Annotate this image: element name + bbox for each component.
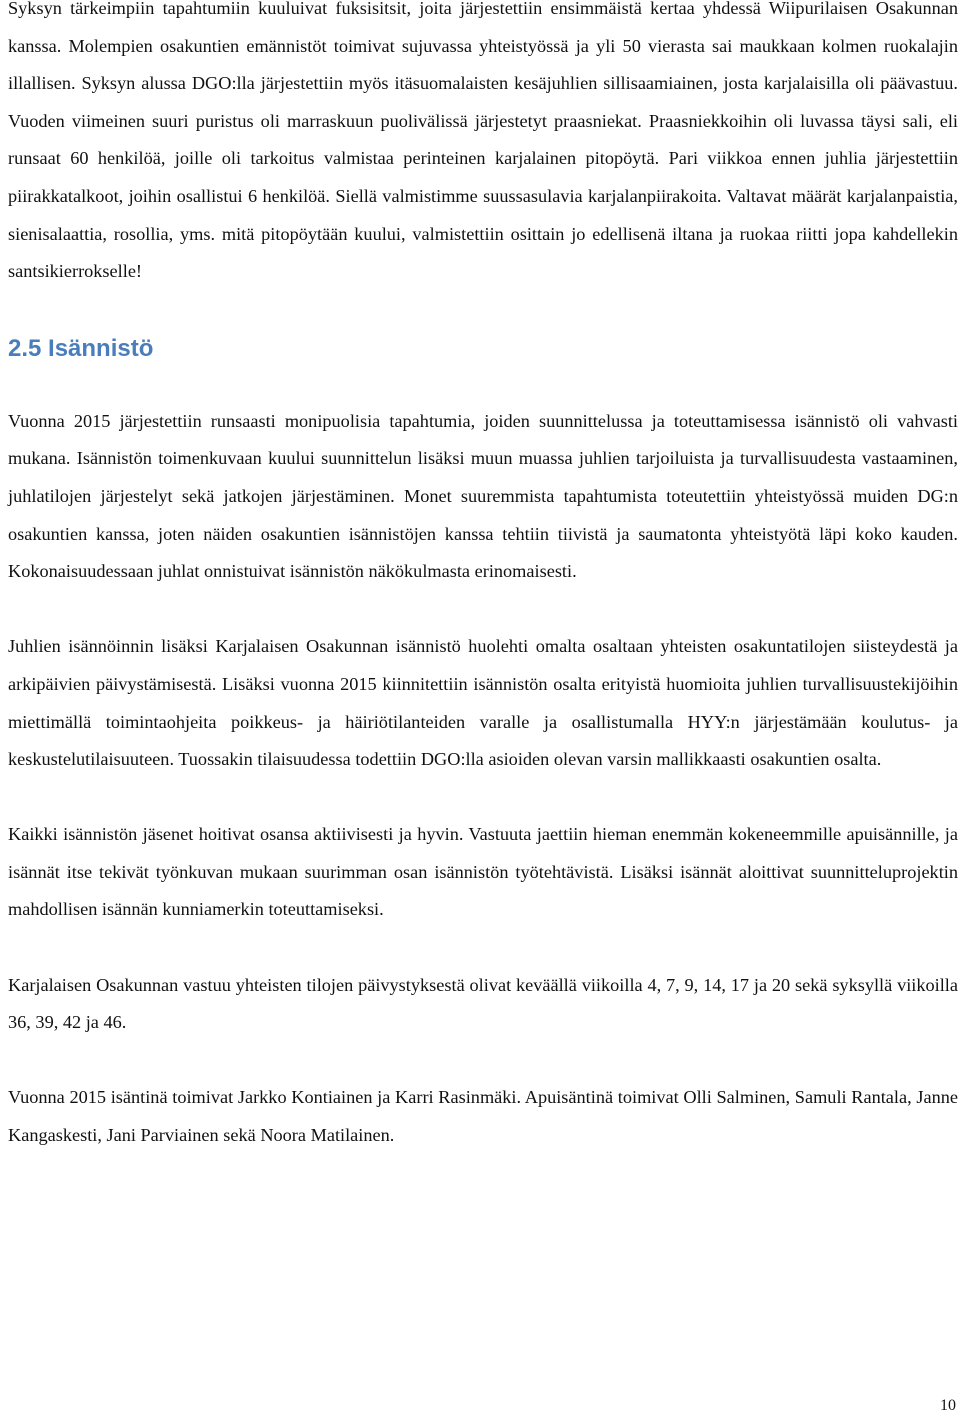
paragraph-jasenet: Kaikki isännistön jäsenet hoitivat osansa aktiivisesti ja hyvin. Vastuuta jaettiin hieman enemmän kokeneemmille apuisännille, ja isännät itse tekivät työnkuvan mukaan suurimman osan isännistön työtehtävistä. Lisäksi isännät aloittivat suunnitteluprojektin mahdollisen isännän kunniamerkin toteuttamiseksi.: [8, 824, 958, 920]
section-heading-isannisto: 2.5 Isännistö: [8, 334, 154, 362]
paragraph-spacer: [8, 779, 958, 817]
paragraph-spacer: [8, 591, 958, 629]
paragraph-isannointi: Juhlien isännöinnin lisäksi Karjalaisen Osakunnan isännistö huolehti omalta osaltaan yhteisten osakuntatilojen siisteydestä ja arkipäivien päivystämisestä. Lisäksi vuonna 2015 kiinnitettiin isännistön osalta erityistä huomioita juhlien turvallisuustekijöihin miettimällä toimintaohjeita poikkeus- ja häiriötilanteiden varalle ja osallistumalla HYY:n järjestämään koulutus- ja keskustelutilaisuuteen. Tuossakin tilaisuudessa todettiin DGO:lla asioiden olevan varsin mallikkaasti osakuntien osalta.: [8, 636, 958, 770]
page-number: 10: [940, 1397, 956, 1414]
paragraph-spacer: [8, 1042, 958, 1080]
document-page: [8, 0, 958, 1155]
paragraph-syksyn-tapahtumat: Syksyn tärkeimpiin tapahtumiin kuuluivat fuksisitsit, joita järjestettiin ensimmäistä kertaa yhdessä Wiipurilaisen Osakunnan kanssa. Molempien osakuntien emännistöt toimivat sujuvassa yhteistyössä ja yli 50 vierasta sai maukkaan kolmen ruokalajin illallisen. Syksyn alussa DGO:lla järjestettiin myös itäsuomalaisten kesäjuhlien sillisaamiainen, josta karjalaisilla oli päävastuu. Vuoden viimeinen suuri puristus oli marraskuun puolivälissä järjestetyt praasniekat. Praasniekkoihin oli luvassa täysi sali, eli runsaat 60 henkilöä, joille oli tarkoitus valmistaa perinteinen karjalainen pitopöytä. Pari viikkoa ennen juhlia järjestettiin piirakkatalkoot, joihin osallistui 6 henkilöä. Siellä valmistimme suussasulavia karjalanpiirakoita. Valtavat määrät karjalanpaistia, sienisalaattia, rosollia, yms. mitä pitopöytään kuului, valmistettiin osittain jo edellisenä iltana ja ruokaa riitti jopa kahdellekin santsikierrokselle!: [8, 0, 958, 282]
paragraph-isannat: Vuonna 2015 isäntinä toimivat Jarkko Kontiainen ja Karri Rasinmäki. Apuisäntinä toimivat Olli Salminen, Samuli Rantala, Janne Kangaskesti, Jani Parviainen sekä Noora Matilainen.: [8, 1087, 958, 1146]
paragraph-paivystys: Karjalaisen Osakunnan vastuu yhteisten tilojen päivystyksestä olivat keväällä viikoilla 4, 7, 9, 14, 17 ja 20 sekä syksyllä viikoilla 36, 39, 42 ja 46.: [8, 974, 958, 1033]
paragraph-isannisto-tapahtumat: Vuonna 2015 järjestettiin runsaasti monipuolisia tapahtumia, joiden suunnittelussa ja toteuttamisessa isännistö oli vahvasti mukana. Isännistön toimenkuvaan kuului suunnittelun lisäksi muun muassa juhlien tarjoiluista ja turvallisuudesta vastaaminen, juhlatilojen järjestelyt sekä jatkojen järjestäminen. Monet suuremmista tapahtumista toteutettiin yhteistyössä muiden DG:n osakuntien kanssa, joten näiden osakuntien isännistöjen kanssa tehtiin tiivistä ja saumatonta yhteistyötä läpi koko kauden. Kokonaisuudessaan juhlat onnistuivat isännistön näkökulmasta erinomaisesti.: [8, 410, 958, 582]
paragraph-spacer: [8, 929, 958, 967]
